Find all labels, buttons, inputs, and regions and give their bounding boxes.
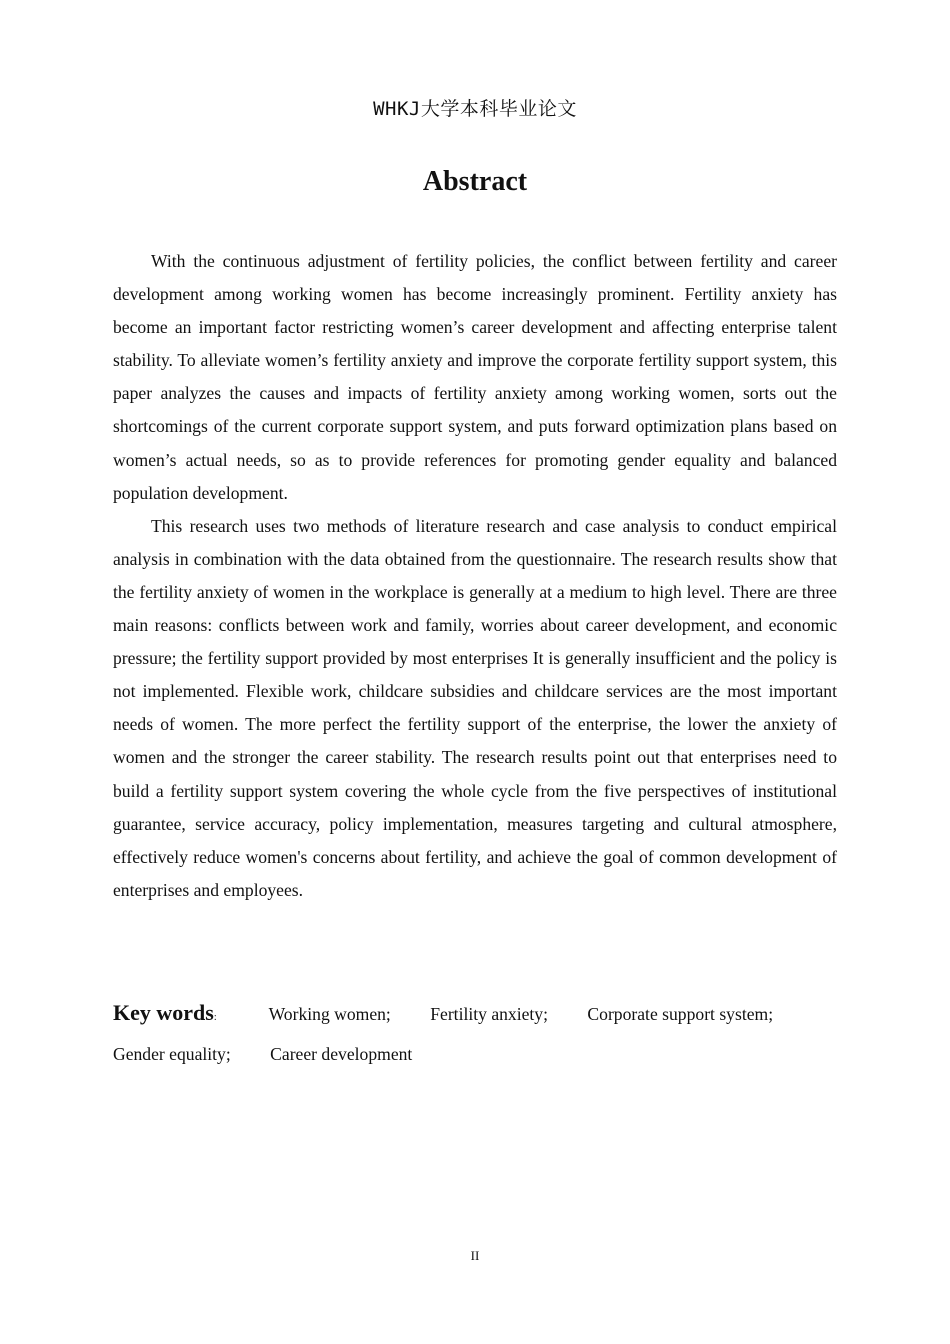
keywords-block	[113, 995, 837, 1072]
keyword-item: Gender equality;	[113, 1044, 231, 1064]
abstract-paragraph: This research uses two methods of literature research and case analysis to conduct empirical analysis in combination with the data obtained from the questionnaire. The research results show that the fertility anxiety of women in the workplace is generally at a medium to high level. There are three main reasons: conflicts between work and family, worries about career development, and economic pressure; the fertility support provided by most enterprises It is generally insufficient and the policy is not implemented. Flexible work, childcare subsidies and childcare services are the most important needs of women. The more perfect the fertility support of the enterprise, the lower the anxiety of women and the stronger the career stability. The research results point out that enterprises need to build a fertility support system covering the whole cycle from the five perspectives of institutional guarantee, service accuracy, policy implementation, measures targeting and cultural atmosphere, effectively reduce women's concerns about fertility, and achieve the goal of common development of enterprises and employees.	[113, 515, 837, 900]
abstract-title: Abstract	[422, 166, 528, 197]
running-header: WHKJ大学本科毕业论文	[373, 98, 577, 120]
keyword-item: Corporate support system;	[587, 1004, 774, 1024]
keyword-item: Fertility anxiety;	[430, 1004, 548, 1024]
abstract-body	[113, 245, 837, 907]
abstract-paragraph: With the continuous adjustment of fertility policies, the conflict between fertility and career development among working women has become increasingly prominent. Fertility anxiety has become an important factor restricting women’s career development and affecting enterprise talent stability. To alleviate women’s fertility anxiety and improve the corporate fertility support system, this paper analyzes the causes and impacts of fertility anxiety among working women, sorts out the shortcomings of the current corporate support system, and puts forward optimization plans based on women’s actual needs, so as to provide references for promoting gender equality and balanced population development.	[113, 251, 837, 503]
page-number: II	[470, 1248, 480, 1263]
keywords-separator: :	[213, 1012, 217, 1023]
keyword-item: Career development	[270, 1044, 413, 1064]
keyword-item: Working women;	[268, 1004, 391, 1024]
keywords-label: Key words	[113, 1000, 214, 1025]
